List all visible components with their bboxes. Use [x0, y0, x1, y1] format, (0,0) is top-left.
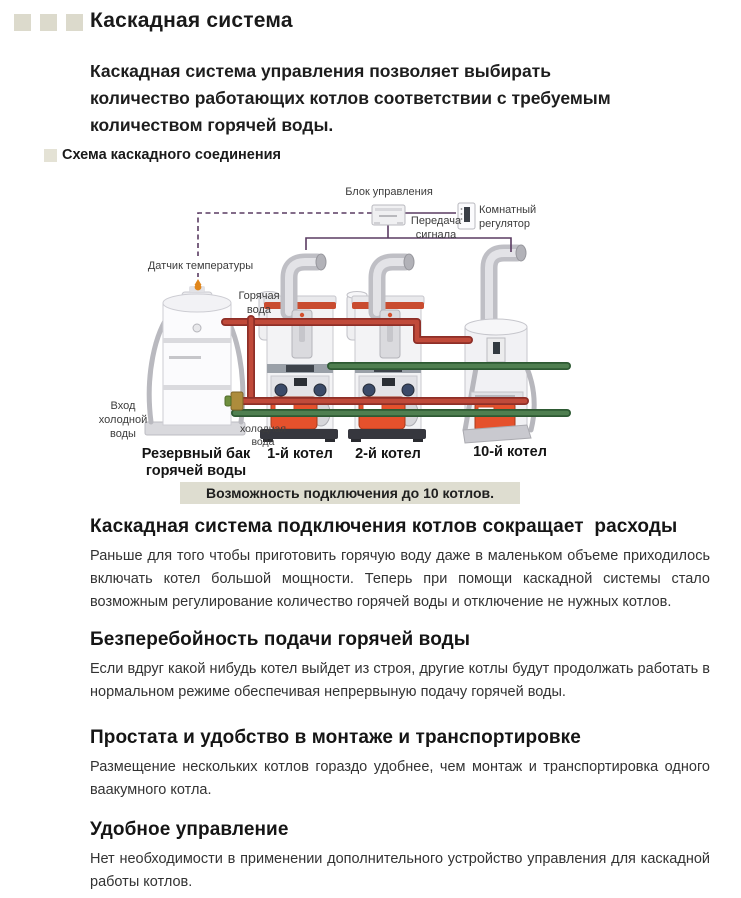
cascade-diagram-illustration — [85, 170, 655, 480]
label-hot-water: Горячая вода — [238, 290, 280, 316]
schema-section-label: Схема каскадного соединения — [62, 147, 281, 163]
section-body: Нет необходимости в применении дополнительного устройство управления для каскадной работы котлов. — [90, 851, 710, 890]
decor-square — [40, 14, 57, 31]
section-heading: Удобное управление — [90, 819, 289, 840]
label-boiler-1: 1-й котел — [267, 446, 333, 462]
page-title: Каскадная система — [90, 9, 293, 32]
label-signal: Передача сигнала — [410, 215, 462, 241]
control-unit-icon — [372, 205, 405, 225]
section-uninterrupted-supply — [90, 629, 710, 704]
section-easy-control — [90, 819, 710, 894]
label-room-regulator: Комнатный регулятор — [479, 204, 537, 230]
section-body: Размещение нескольких котлов гораздо удобнее, чем монтаж и транспортировка одного ваакумного котла. — [90, 759, 710, 798]
section-heading: Каскадная система подключения котлов сокращает расходы — [90, 516, 678, 537]
schema-section-header — [44, 147, 281, 163]
decor-square — [14, 14, 31, 31]
section-easy-install — [90, 727, 710, 802]
hot-water-tank — [145, 286, 245, 435]
label-temp-sensor: Датчик температуры — [147, 260, 254, 272]
section-bullet-icon — [44, 149, 57, 162]
section-heading: Простата и удобство в монтаже и транспортировке — [90, 727, 581, 748]
cascade-diagram — [85, 170, 655, 480]
header-decor-squares — [14, 14, 83, 31]
intro-paragraph: Каскадная система управления позволяет выбирать количество работающих котлов соответствии с требуемым количеством горячей воды. — [90, 61, 611, 135]
temperature-sensor-icon — [195, 279, 202, 290]
decor-square — [66, 14, 83, 31]
label-boiler-2: 2-й котел — [355, 446, 421, 462]
section-body: Если вдруг какой нибудь котел выйдет из строя, другие котлы будут продолжать работать в нормальном режиме обеспечивая непрервыную подачу горячей воды. — [90, 661, 710, 700]
section-heading: Безперебойность подачи горячей воды — [90, 629, 471, 650]
valve — [231, 392, 243, 410]
label-tank: Резервный бак горячей воды — [141, 446, 251, 479]
section-cost-savings — [90, 516, 710, 614]
label-control-unit: Блок управления — [345, 186, 433, 198]
label-cold-water: холодная вода — [239, 423, 287, 449]
section-body: Раньше для того чтобы приготовить горячую воду даже в маленьком объеме приходилось включать котел большой мощности. Теперь при помощи каскадной системы стало возможным регулирование количество горячей воды и отключение не нужных котлов. — [90, 548, 710, 610]
label-boiler-10: 10-й котел — [473, 444, 547, 460]
label-cold-water-in: Вход холодной воды — [98, 400, 148, 440]
diagram-caption: Возможность подключения до 10 котлов. — [180, 482, 520, 504]
